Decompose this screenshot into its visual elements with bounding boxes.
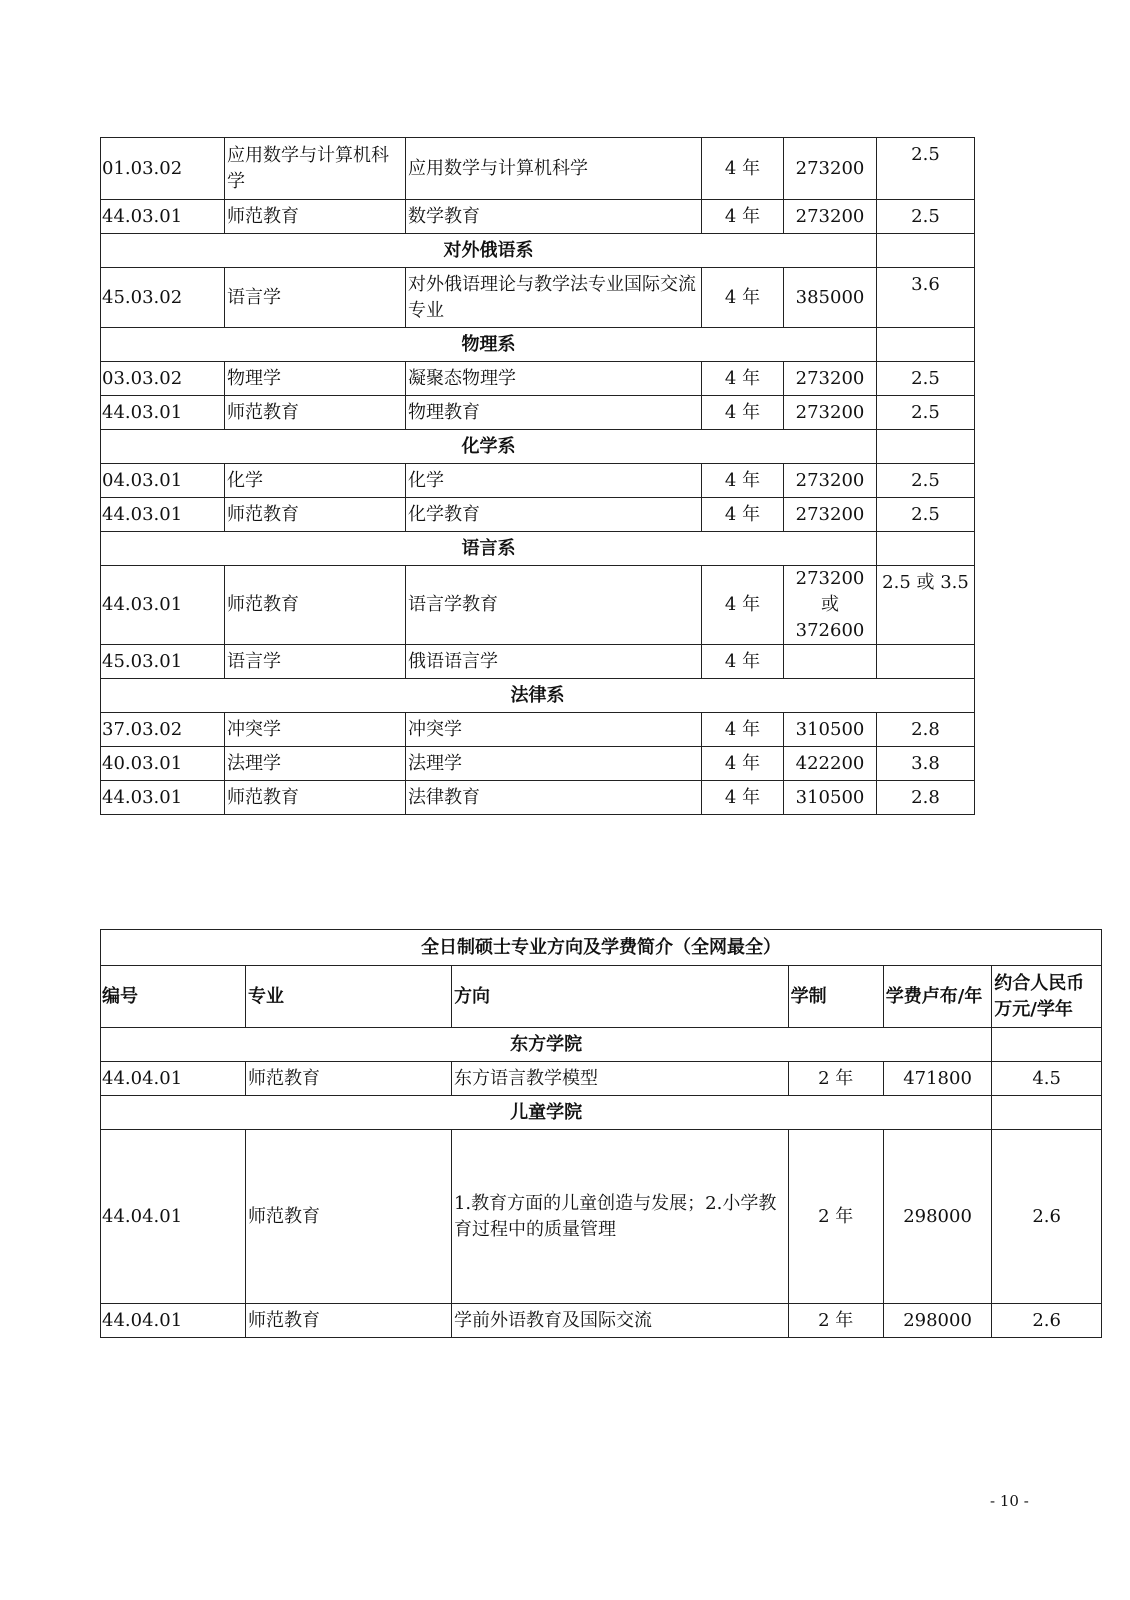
rmb-cell: 2.5	[877, 138, 975, 200]
direction-cell: 语言学教育	[406, 566, 702, 645]
fee-cell: 273200	[784, 396, 877, 430]
major-cell: 师范教育	[225, 498, 406, 532]
duration-cell: 4 年	[702, 747, 784, 781]
fee-cell: 273200	[784, 138, 877, 200]
major-cell: 师范教育	[225, 566, 406, 645]
rmb-cell: 2.6	[992, 1304, 1102, 1338]
direction-cell: 学前外语教育及国际交流	[451, 1304, 788, 1338]
rmb-cell: 2.5	[877, 362, 975, 396]
table-row	[101, 464, 975, 498]
section-row	[101, 532, 975, 566]
section-title: 儿童学院	[101, 1096, 992, 1130]
section-title: 对外俄语系	[101, 234, 877, 268]
code-cell: 44.03.01	[101, 396, 225, 430]
major-cell: 师范教育	[225, 396, 406, 430]
direction-cell: 冲突学	[406, 713, 702, 747]
section-row	[101, 1096, 1102, 1130]
code-cell: 03.03.02	[101, 362, 225, 396]
direction-cell: 应用数学与计算机科学	[406, 138, 702, 200]
table-row	[101, 138, 975, 200]
code-cell: 01.03.02	[101, 138, 225, 200]
major-cell: 冲突学	[225, 713, 406, 747]
table-row	[101, 1304, 1102, 1338]
major-cell: 语言学	[225, 645, 406, 679]
empty-cell	[877, 328, 975, 362]
major-cell: 师范教育	[246, 1130, 452, 1304]
header-duration: 学制	[788, 966, 883, 1028]
rmb-cell: 2.5	[877, 498, 975, 532]
major-cell: 法理学	[225, 747, 406, 781]
duration-cell: 4 年	[702, 362, 784, 396]
fee-cell: 298000	[883, 1304, 992, 1338]
table-row	[101, 747, 975, 781]
direction-cell: 对外俄语理论与教学法专业国际交流专业	[406, 268, 702, 328]
table-row	[101, 713, 975, 747]
duration-cell: 4 年	[702, 645, 784, 679]
fee-cell: 273200	[784, 498, 877, 532]
major-cell: 师范教育	[246, 1304, 452, 1338]
code-cell: 45.03.02	[101, 268, 225, 328]
table-row	[101, 781, 975, 815]
code-cell: 44.04.01	[101, 1130, 246, 1304]
duration-cell: 4 年	[702, 713, 784, 747]
empty-cell	[992, 1096, 1102, 1130]
table-title: 全日制硕士专业方向及学费简介（全网最全）	[101, 930, 1102, 966]
direction-cell: 法理学	[406, 747, 702, 781]
table-row	[101, 1130, 1102, 1304]
major-cell: 师范教育	[225, 781, 406, 815]
header-fee: 学费卢布/年	[883, 966, 992, 1028]
masters-fee-table	[100, 929, 1102, 1338]
rmb-cell: 2.5 或 3.5	[877, 566, 975, 645]
direction-cell: 凝聚态物理学	[406, 362, 702, 396]
undergraduate-fee-table	[100, 137, 975, 815]
fee-cell: 385000	[784, 268, 877, 328]
rmb-cell: 2.8	[877, 713, 975, 747]
duration-cell: 2 年	[788, 1304, 883, 1338]
fee-cell: 273200	[784, 200, 877, 234]
table-row	[101, 566, 975, 645]
duration-cell: 4 年	[702, 268, 784, 328]
code-cell: 44.03.01	[101, 566, 225, 645]
direction-cell: 化学	[406, 464, 702, 498]
section-title: 物理系	[101, 328, 877, 362]
empty-cell	[877, 532, 975, 566]
direction-cell: 化学教育	[406, 498, 702, 532]
section-row	[101, 430, 975, 464]
direction-cell: 法律教育	[406, 781, 702, 815]
table-row	[101, 396, 975, 430]
duration-cell: 4 年	[702, 781, 784, 815]
section-row	[101, 679, 975, 713]
code-cell: 44.04.01	[101, 1304, 246, 1338]
fee-cell: 273200 或 372600	[784, 566, 877, 645]
code-cell: 44.03.01	[101, 498, 225, 532]
duration-cell: 4 年	[702, 396, 784, 430]
duration-cell: 4 年	[702, 200, 784, 234]
direction-cell: 东方语言教学模型	[451, 1062, 788, 1096]
code-cell: 44.03.01	[101, 781, 225, 815]
code-cell: 04.03.01	[101, 464, 225, 498]
section-title: 东方学院	[101, 1028, 992, 1062]
table-row	[101, 645, 975, 679]
header-major: 专业	[246, 966, 452, 1028]
duration-cell: 2 年	[788, 1062, 883, 1096]
table-row	[101, 498, 975, 532]
table-row	[101, 268, 975, 328]
rmb-cell	[877, 645, 975, 679]
section-title: 语言系	[101, 532, 877, 566]
major-cell: 语言学	[225, 268, 406, 328]
code-cell: 37.03.02	[101, 713, 225, 747]
direction-cell: 物理教育	[406, 396, 702, 430]
fee-cell: 298000	[883, 1130, 992, 1304]
direction-cell: 数学教育	[406, 200, 702, 234]
section-row	[101, 1028, 1102, 1062]
duration-cell: 4 年	[702, 464, 784, 498]
table-row	[101, 1062, 1102, 1096]
code-cell: 44.03.01	[101, 200, 225, 234]
fee-cell: 471800	[883, 1062, 992, 1096]
empty-cell	[992, 1028, 1102, 1062]
major-cell: 师范教育	[225, 200, 406, 234]
duration-cell: 4 年	[702, 138, 784, 200]
section-title: 法律系	[101, 679, 975, 713]
direction-cell: 俄语语言学	[406, 645, 702, 679]
rmb-cell: 2.6	[992, 1130, 1102, 1304]
header-row	[101, 966, 1102, 1028]
fee-cell	[784, 645, 877, 679]
direction-cell: 1.教育方面的儿童创造与发展；2.小学教育过程中的质量管理	[451, 1130, 788, 1304]
major-cell: 物理学	[225, 362, 406, 396]
fee-cell: 273200	[784, 464, 877, 498]
table-row	[101, 362, 975, 396]
code-cell: 45.03.01	[101, 645, 225, 679]
duration-cell: 2 年	[788, 1130, 883, 1304]
duration-cell: 4 年	[702, 498, 784, 532]
major-cell: 师范教育	[246, 1062, 452, 1096]
empty-cell	[877, 430, 975, 464]
rmb-cell: 3.6	[877, 268, 975, 328]
rmb-cell: 4.5	[992, 1062, 1102, 1096]
fee-cell: 310500	[784, 713, 877, 747]
duration-cell: 4 年	[702, 566, 784, 645]
section-row	[101, 328, 975, 362]
rmb-cell: 3.8	[877, 747, 975, 781]
header-direction: 方向	[451, 966, 788, 1028]
rmb-cell: 2.5	[877, 200, 975, 234]
major-cell: 应用数学与计算机科学	[225, 138, 406, 200]
major-cell: 化学	[225, 464, 406, 498]
rmb-cell: 2.5	[877, 464, 975, 498]
table-row	[101, 200, 975, 234]
code-cell: 40.03.01	[101, 747, 225, 781]
rmb-cell: 2.5	[877, 396, 975, 430]
fee-cell: 422200	[784, 747, 877, 781]
fee-cell: 273200	[784, 362, 877, 396]
fee-cell: 310500	[784, 781, 877, 815]
page-number: - 10 -	[990, 1492, 1029, 1510]
section-row	[101, 234, 975, 268]
empty-cell	[877, 234, 975, 268]
header-code: 编号	[101, 966, 246, 1028]
section-title: 化学系	[101, 430, 877, 464]
header-rmb: 约合人民币万元/学年	[992, 966, 1102, 1028]
code-cell: 44.04.01	[101, 1062, 246, 1096]
rmb-cell: 2.8	[877, 781, 975, 815]
table-title-row	[101, 930, 1102, 966]
